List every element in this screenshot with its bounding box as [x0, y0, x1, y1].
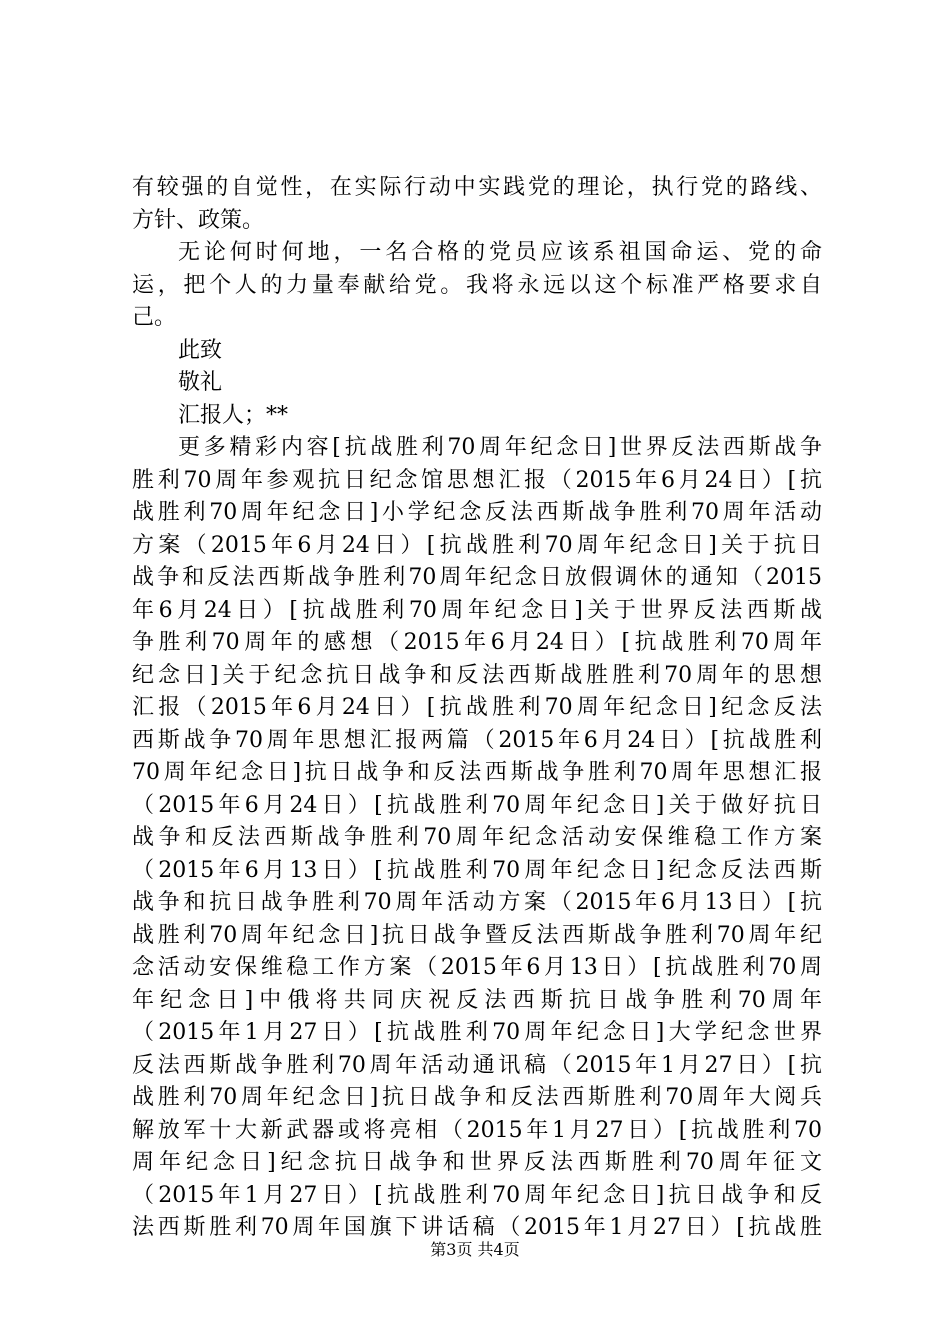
page-footer: 第3页 共4页 — [430, 1240, 520, 1259]
text-line: 70周年纪念日]抗日战争和反法西斯战争胜利70周年思想汇报 — [132, 760, 822, 785]
text-line: 战争和反法西斯战争胜利70周年纪念活动安保维稳工作方案 — [132, 825, 822, 850]
text-line: 战胜利70周年纪念日]抗日战争暨反法西斯战争胜利70周年纪 — [132, 922, 822, 948]
text-line: 无论何时何地，一名合格的党员应该系祖国命运、党的命 — [178, 240, 822, 265]
text-line: 方针、政策。 — [132, 207, 265, 233]
text-line: 敬礼 — [178, 370, 223, 395]
text-line: 争胜利70周年的感想（2015年6月24日）[抗战胜利70周年 — [132, 630, 822, 655]
text-line: 汇报（2015年6月24日）[抗战胜利70周年纪念日]纪念反法 — [132, 695, 822, 720]
text-line: （2015年6月13日）[抗战胜利70周年纪念日]纪念反法西斯 — [132, 857, 822, 883]
text-line: 战胜利70周年纪念日]抗日战争和反法西斯胜利70周年大阅兵 — [132, 1085, 822, 1110]
text-line: 战争和抗日战争胜利70周年活动方案（2015年6月13日）[抗 — [132, 890, 822, 915]
text-line: 汇报人；** — [178, 402, 289, 428]
text-line: 年纪念日]中俄将共同庆祝反法西斯抗日战争胜利70周年 — [132, 987, 822, 1013]
text-line: 解放军十大新武器或将亮相（2015年1月27日）[抗战胜利70 — [132, 1117, 822, 1143]
text-line: 念活动安保维稳工作方案（2015年6月13日）[抗战胜利70周 — [132, 955, 822, 980]
text-line: （2015年1月27日）[抗战胜利70周年纪念日]抗日战争和反 — [132, 1182, 822, 1208]
text-line: 此致 — [178, 337, 223, 363]
text-line: 西斯战争70周年思想汇报两篇（2015年6月24日）[抗战胜利 — [132, 727, 822, 753]
text-line: （2015年6月24日）[抗战胜利70周年纪念日]关于做好抗日 — [132, 792, 822, 818]
document-body — [132, 172, 822, 1245]
text-line: 年6月24日）[抗战胜利70周年纪念日]关于世界反法西斯战 — [132, 597, 822, 623]
text-line: 战胜利70周年纪念日]小学纪念反法西斯战争胜利70周年活动 — [132, 500, 822, 525]
text-line: 己。 — [132, 305, 177, 330]
text-line: 周年纪念日]纪念抗日战争和世界反法西斯胜利70周年征文 — [132, 1150, 822, 1175]
text-line: 有较强的自觉性，在实际行动中实践党的理论，执行党的路线、 — [132, 175, 822, 200]
text-line: （2015年1月27日）[抗战胜利70周年纪念日]大学纪念世界 — [132, 1020, 822, 1045]
text-line: 运，把个人的力量奉献给党。我将永远以这个标准严格要求自 — [132, 272, 822, 298]
text-line: 方案（2015年6月24日）[抗战胜利70周年纪念日]关于抗日 — [132, 532, 822, 558]
text-line: 法西斯胜利70周年国旗下讲话稿（2015年1月27日）[抗战胜 — [132, 1215, 822, 1240]
text-line: 胜利70周年参观抗日纪念馆思想汇报（2015年6月24日）[抗 — [132, 467, 822, 493]
text-line: 反法西斯战争胜利70周年活动通讯稿（2015年1月27日）[抗 — [132, 1052, 822, 1078]
text-line: 纪念日]关于纪念抗日战争和反法西斯战胜胜利70周年的思想 — [132, 662, 822, 688]
text-line: 更多精彩内容[抗战胜利70周年纪念日]世界反法西斯战争 — [178, 435, 822, 460]
text-line: 战争和反法西斯战争胜利70周年纪念日放假调休的通知（2015 — [132, 565, 822, 590]
